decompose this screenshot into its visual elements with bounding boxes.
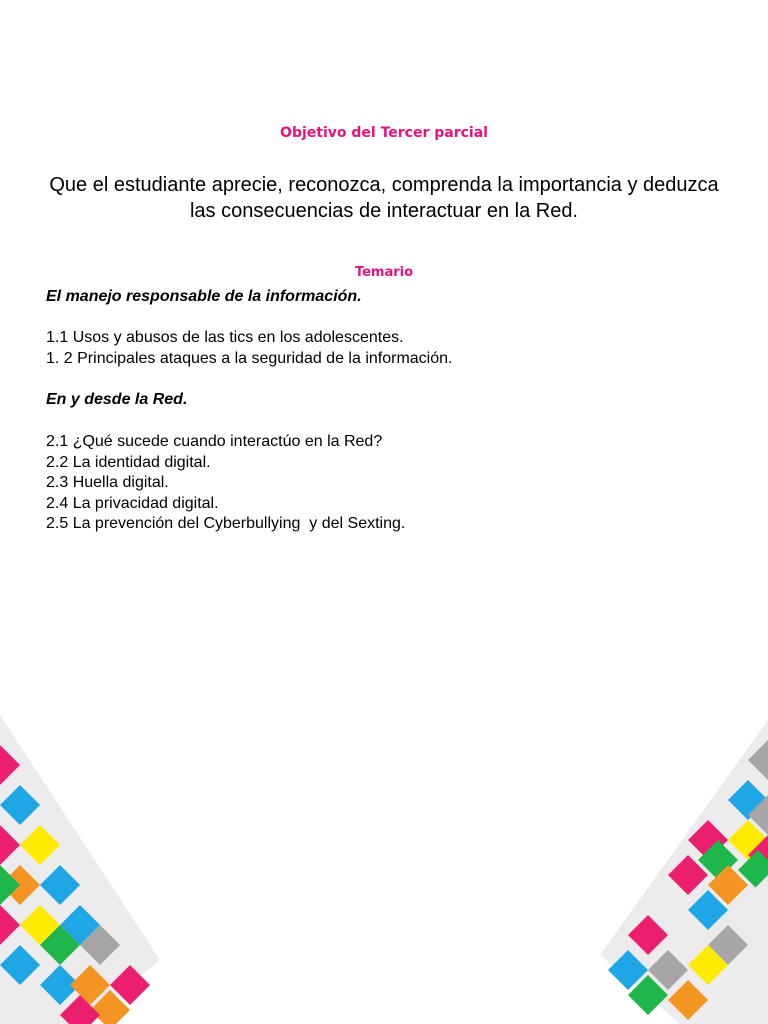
temario-title: Temario [354,265,414,280]
topic-item: 2.5 La prevención del Cyberbullying y del Sexting. [46,515,406,532]
topic-item: 2.4 La privacidad digital. [46,494,219,512]
left-diamond-ribbon [0,715,160,1024]
topic-item: 1.1 Usos y abusos de las tics en los adolescentes. [46,329,404,346]
document-title: Objetivo del Tercer parcial [280,125,488,141]
section-heading-1: El manejo responsable de la información. [46,288,362,305]
section-heading-2: En y desde la Red. [46,391,188,408]
topic-item: 2.1 ¿Qué sucede cuando interactúo en la Red? [46,433,383,450]
topic-item: 2.3 Huella digital. [46,474,169,491]
objective-line-1: Que el estudiante aprecie, reconozca, comprenda la importancia y deduzca [49,174,719,196]
topic-item: 1. 2 Principales ataques a la seguridad de la información. [46,349,453,367]
right-diamond-ribbon [600,720,768,1024]
topic-item: 2.2 La identidad digital. [46,453,211,471]
objective-line-2: las consecuencias de interactuar en la Red. [189,200,578,222]
